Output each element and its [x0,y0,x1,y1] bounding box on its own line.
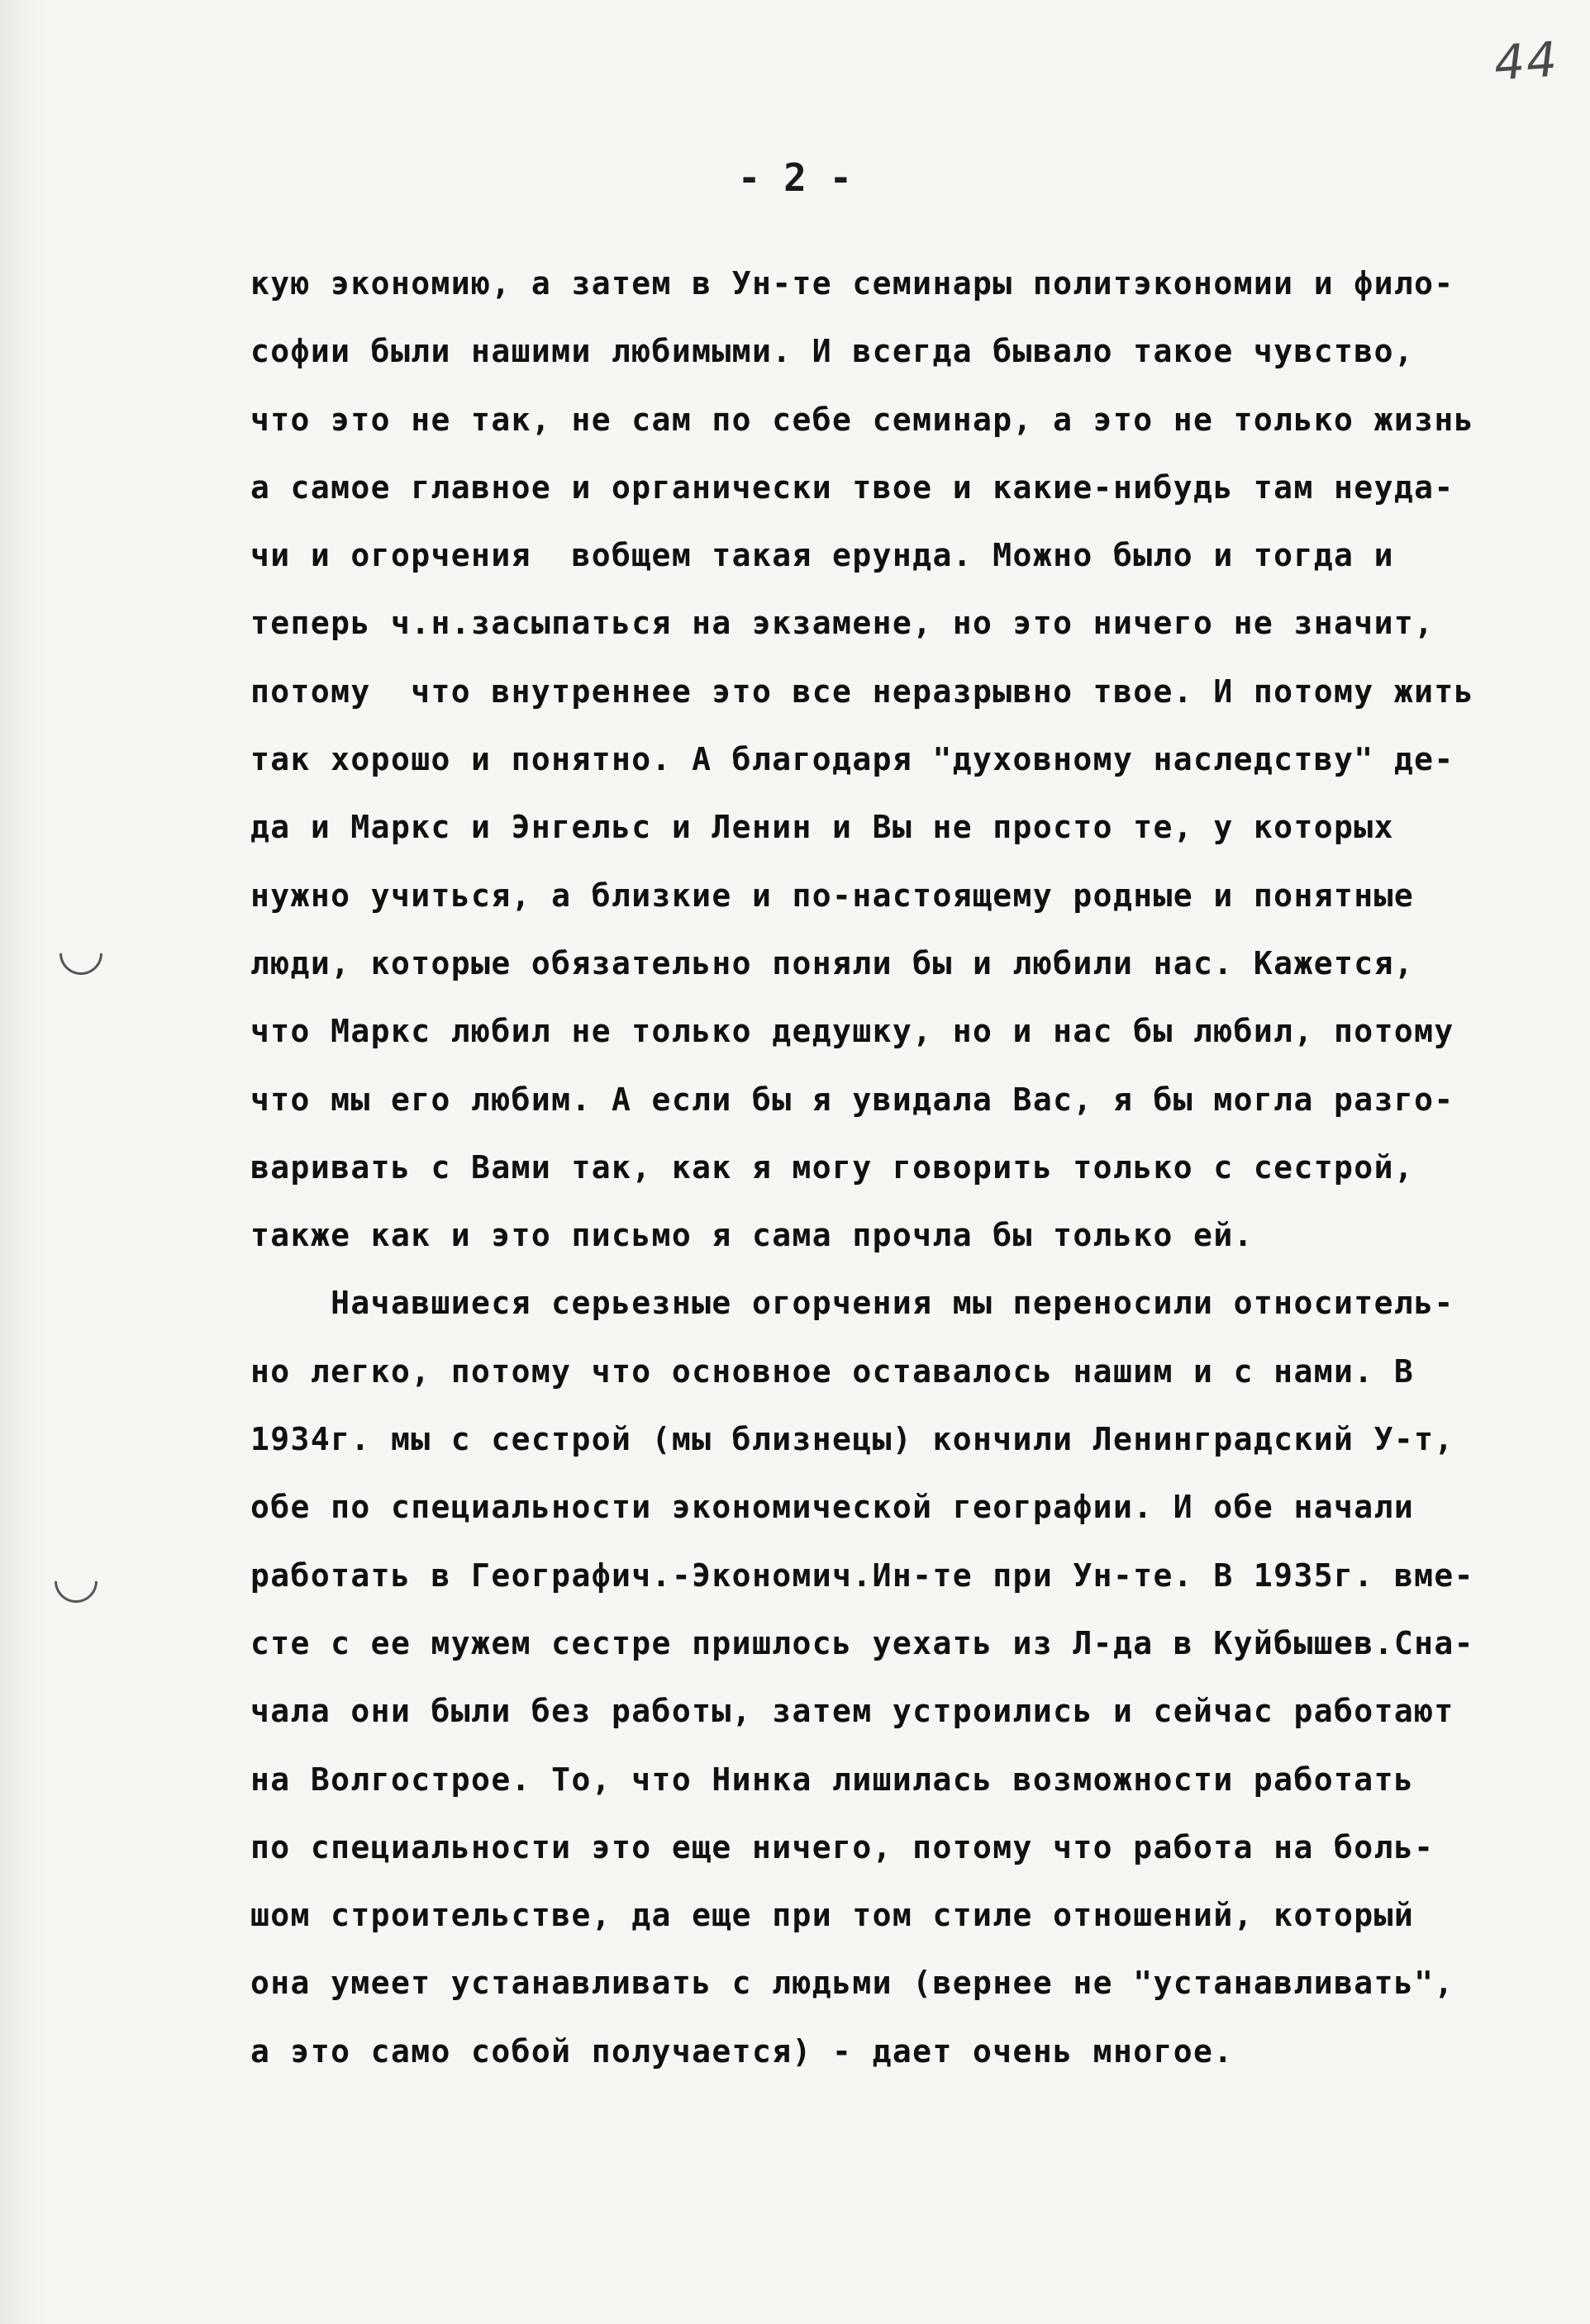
text-line: что Маркс любил не только дедушку, но и нас бы любил, потому [250,1013,1454,1050]
text-line: да и Маркс и Энгельс и Ленин и Вы не просто те, у которых [250,809,1394,846]
text-line: на Волгострое. То, что Нинка лишилась возможности работать [250,1761,1415,1798]
text-line: работать в Географич.-Экономич.Ин-те при Ун-те. В 1935г. вме- [250,1556,1474,1594]
scan-edge-shadow [0,0,50,2324]
text-line: так хорошо и понятно. А благодаря "духовному наследству" де- [250,741,1454,778]
binder-hole-mark [50,923,112,984]
text-line: шом строительстве, да еще при том стиле отношений, который [250,1897,1415,1934]
text-line: чи и огорчения вобщем такая ерунда. Можно было и тогда и [250,537,1394,574]
text-line: что мы его любим. А если бы я увидала Вас, я бы могла разго- [250,1081,1454,1118]
archive-folio-number: 44 [1492,31,1561,92]
text-line: люди, которые обязательно поняли бы и любили нас. Кажется, [250,944,1415,981]
text-line: что это не так, не сам по себе семинар, а это не только жизнь [250,401,1474,438]
text-line: обе по специальности экономической географии. И обе начали [250,1489,1415,1526]
text-line: сте с ее мужем сестре пришлось уехать из Л-да в Куйбышев.Сна- [250,1624,1474,1661]
text-line: Начавшиеся серьезные огорчения мы переносили относитель- [250,1285,1454,1322]
text-line: а самое главное и органически твое и какие-нибудь там неуда- [250,468,1454,506]
text-line: по специальности это еще ничего, потому что работа на боль- [250,1828,1435,1865]
text-line: потому что внутреннее это все неразрывно твое. И потому жить [250,672,1474,710]
text-line: она умеет устанавливать с людьми (вернее не "устанавливать", [250,1965,1454,2002]
binder-hole-mark [45,1551,107,1612]
text-line: варивать с Вами так, как я могу говорить только с сестрой, [250,1148,1415,1186]
text-line: софии были нашими любимыми. И всегда бывало такое чувство, [250,333,1415,370]
text-line: а это само собой получается) - дает очень многое. [250,2032,1234,2070]
letter-body [250,250,1573,2085]
text-line: 1934г. мы с сестрой (мы близнецы) кончили Ленинградский У-т, [250,1421,1454,1458]
text-line: также как и это письмо я сама прочла бы только ей. [250,1217,1254,1254]
page-number: - 2 - [737,155,853,200]
text-line: теперь ч.н.засыпаться на экзамене, но это ничего не значит, [250,605,1435,642]
text-line: чала они были без работы, затем устроились и сейчас работают [250,1693,1454,1730]
text-line: кую экономию, а затем в Ун-те семинары политэкономии и фило- [250,265,1454,302]
text-line: но легко, потому что основное оставалось нашим и с нами. В [250,1352,1415,1390]
text-line: нужно учиться, а близкие и по-настоящему родные и понятные [250,877,1415,914]
